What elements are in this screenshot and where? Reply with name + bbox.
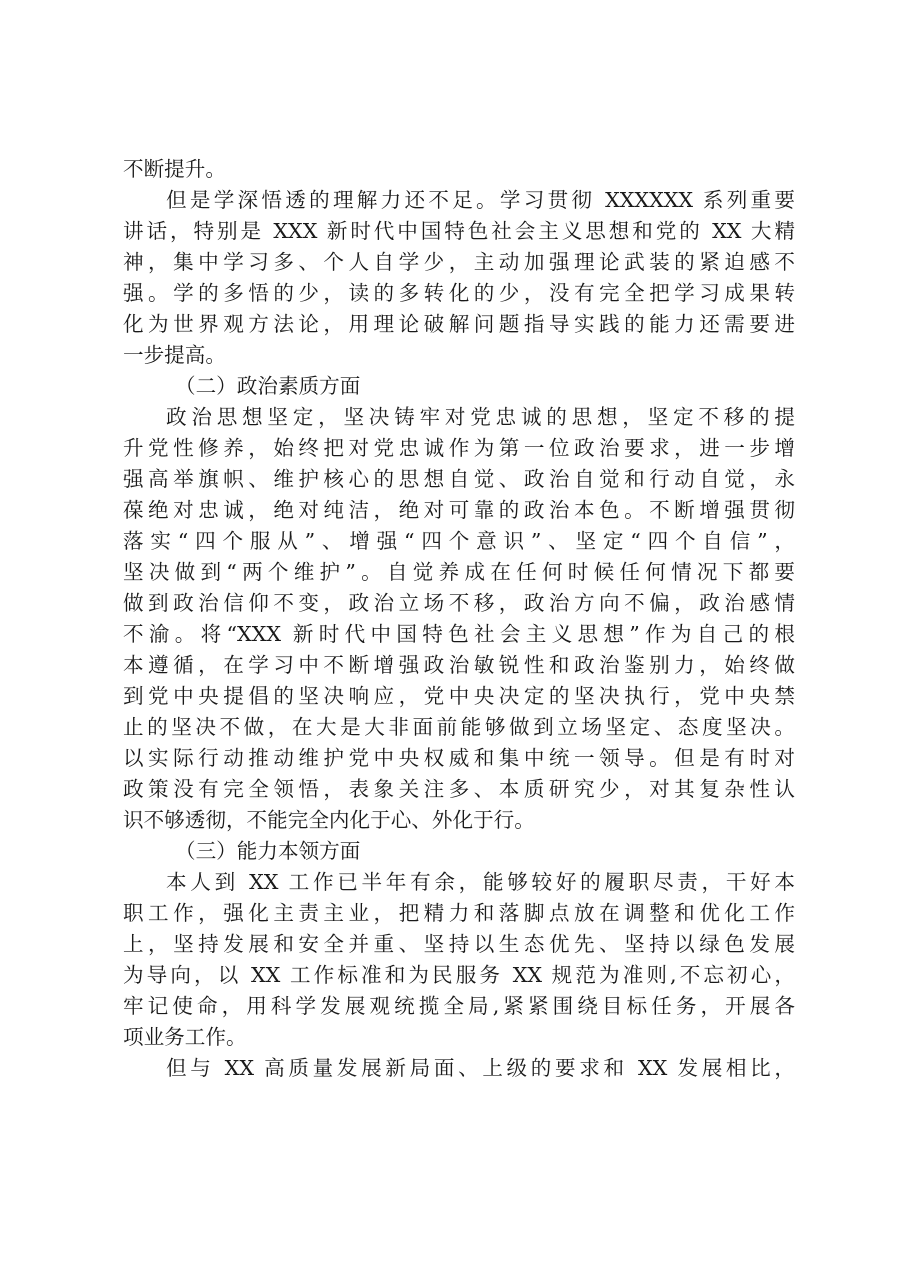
text-line: 一步提高。 [123,343,226,367]
text-line: 神，集中学习多、个人自学少，主动加强理论武装的紧迫感不 [123,250,795,274]
text-line: 为导向，以 XX 工作标准和为民服务 XX 规范为准则,不忘初心， [123,963,795,987]
section-heading: （三）能力本领方面 [175,839,361,863]
section-heading: （二）政治素质方面 [175,374,361,398]
text-line: 牢记使命，用科学发展观统揽全局,紧紧围绕目标任务，开展各 [123,994,795,1018]
text-line: 葆绝对忠诚，绝对纯洁，绝对可靠的政治本色。不断增强贯彻 [123,498,795,522]
text-line: 识不够透彻，不能完全内化于心、外化于行。 [123,808,535,832]
text-line: 本人到 XX 工作已半年有余，能够较好的履职尽责，干好本 [166,870,795,894]
text-line: 到党中央提倡的坚决响应，党中央决定的坚决执行，党中央禁 [123,684,795,708]
text-line: 不断提升。 [123,157,226,181]
text-line: 但是学深悟透的理解力还不足。学习贯彻 XXXXXX 系列重要 [166,188,795,212]
text-line: 政策没有完全领悟，表象关注多、本质研究少，对其复杂性认 [123,777,795,801]
text-line: 职工作，强化主责主业，把精力和落脚点放在调整和优化工作 [123,901,795,925]
text-line: 做到政治信仰不变，政治立场不移，政治方向不偏，政治感情 [123,591,795,615]
text-line: 强。学的多悟的少，读的多转化的少，没有完全把学习成果转 [123,281,795,305]
text-line: 不渝。将“XXX 新时代中国特色社会主义思想”作为自己的根 [123,622,795,646]
text-line: 讲话，特别是 XXX 新时代中国特色社会主义思想和党的 XX 大精 [123,219,795,243]
text-line: 项业务工作。 [123,1025,247,1049]
text-line: 本遵循，在学习中不断增强政治敏锐性和政治鉴别力，始终做 [123,653,795,677]
text-line: 政治思想坚定，坚决铸牢对党忠诚的思想，坚定不移的提 [166,405,795,429]
text-line: 坚决做到“两个维护”。自觉养成在任何时候任何情况下都要 [123,560,795,584]
text-line: 但与 XX 高质量发展新局面、上级的要求和 XX 发展相比， [166,1056,795,1080]
text-line: 化为世界观方法论，用理论破解问题指导实践的能力还需要进 [123,312,795,336]
text-line: 落实“四个服从”、增强“四个意识”、坚定“四个自信”， [123,529,795,553]
text-line: 上，坚持发展和安全并重、坚持以生态优先、坚持以绿色发展 [123,932,795,956]
text-line: 止的坚决不做，在大是大非面前能够做到立场坚定、态度坚决。 [123,715,795,739]
document-body [123,154,795,1084]
text-line: 升党性修养，始终把对党忠诚作为第一位政治要求，进一步增 [123,436,795,460]
text-line: 强高举旗帜、维护核心的思想自觉、政治自觉和行动自觉，永 [123,467,795,491]
text-line: 以实际行动推动维护党中央权威和集中统一领导。但是有时对 [123,746,795,770]
